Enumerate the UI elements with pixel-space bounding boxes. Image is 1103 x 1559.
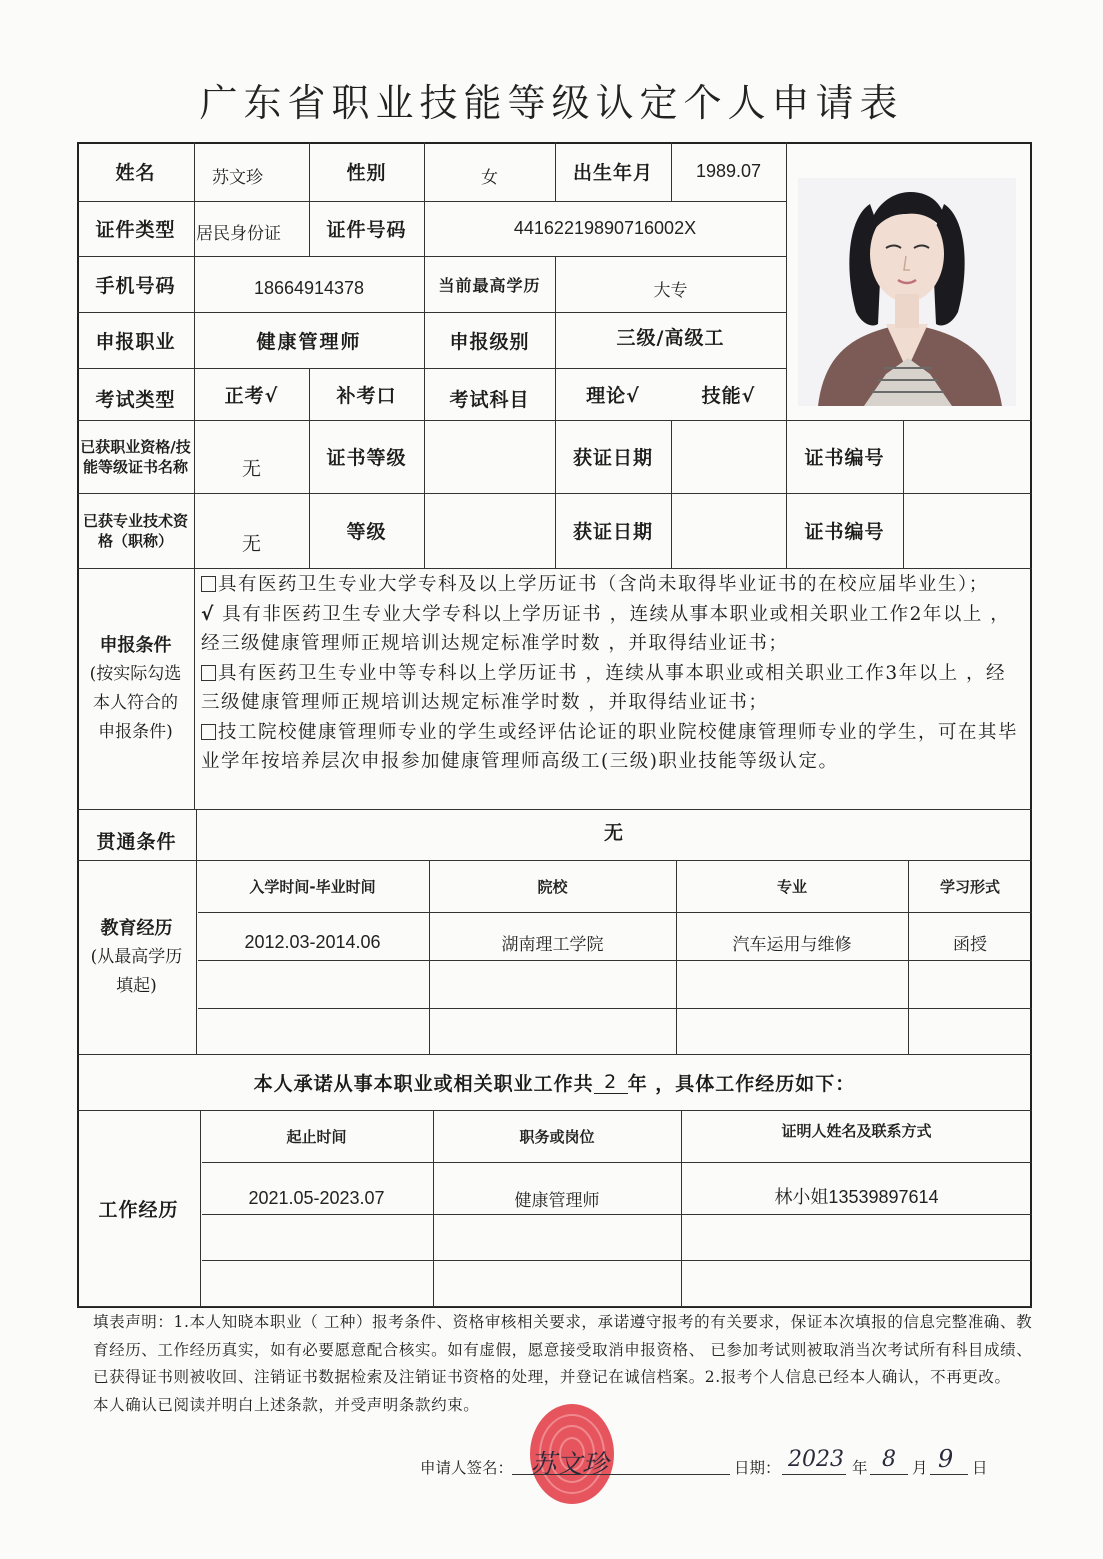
checkbox-icon[interactable] xyxy=(201,576,216,592)
title-cert-value[interactable]: 无 xyxy=(241,532,261,555)
day-unit: 日 xyxy=(972,1459,988,1477)
title-date-label: 获证日期 xyxy=(572,521,653,543)
exam-regular[interactable]: 正考√ xyxy=(224,384,279,407)
name-label: 姓名 xyxy=(115,162,156,184)
work-row1-period[interactable]: 2021.05-2023.07 xyxy=(248,1187,385,1208)
level-value[interactable]: 三级/高级工 xyxy=(616,326,725,349)
idno-label: 证件号码 xyxy=(326,219,407,241)
date-year[interactable]: 2023 xyxy=(788,1447,844,1472)
cert-date-label: 获证日期 xyxy=(572,447,653,469)
applicant-photo xyxy=(798,178,1016,406)
subject-skill[interactable]: 技能√ xyxy=(701,384,756,407)
conditions-label xyxy=(77,568,194,809)
edu-row1-period[interactable]: 2012.03-2014.06 xyxy=(244,931,381,952)
conditions-label-main: 申报条件 xyxy=(99,634,172,656)
form-title: 广东省职业技能等级认定个人申请表 xyxy=(199,81,904,125)
education-label xyxy=(77,860,196,1054)
edu-header-mode: 学习形式 xyxy=(939,877,1000,896)
declaration-confirm: 本人确认已阅读并明白上述条款，并受声明条款约束。 xyxy=(93,1395,480,1414)
work-years[interactable]: 2 xyxy=(594,1071,628,1094)
gender-value[interactable]: 女 xyxy=(481,168,498,188)
cert-qualification-label: 已获职业资格/技能等级证书名称 xyxy=(80,437,191,476)
idno-value[interactable]: 44162219890716002X xyxy=(513,218,697,238)
idtype-label: 证件类型 xyxy=(95,219,176,241)
cert-no-label: 证书编号 xyxy=(804,447,885,469)
work-header-reference: 证明人姓名及联系方式 xyxy=(781,1121,932,1140)
phone-label: 手机号码 xyxy=(95,274,176,297)
examtype-label: 考试类型 xyxy=(95,388,176,411)
title-cert-label: 已获专业技术资格（职称） xyxy=(82,511,188,550)
work-label: 工作经历 xyxy=(98,1198,179,1221)
level-label: 申报级别 xyxy=(449,330,530,353)
edu-header-school: 院校 xyxy=(537,877,568,896)
cert-grade-label: 证书等级 xyxy=(326,447,407,469)
date-month[interactable]: 8 xyxy=(882,1447,896,1472)
application-form xyxy=(77,142,1032,1308)
phone-value[interactable]: 18664914378 xyxy=(253,277,365,298)
cert-date-value[interactable] xyxy=(671,420,786,493)
signature-line xyxy=(420,1445,1020,1480)
condition-item[interactable]: 具有医药卫生专业大学专科及以上学历证书（含尚未取得毕业证书的在校应届毕业生）； xyxy=(201,570,1021,600)
conditions-list xyxy=(201,570,1021,777)
occupation-value[interactable]: 健康管理师 xyxy=(256,330,362,353)
name-value[interactable]: 苏文珍 xyxy=(212,168,263,188)
condition-item[interactable]: 具有医药卫生专业中等专科以上学历证书 ，连续从事本职业或相关职业工作3年以上 ，经三级健康管理师正规培训达规定标准学时数 ，并取得结业证书； xyxy=(201,662,1007,713)
through-label: 贯通条件 xyxy=(96,831,177,853)
cert-grade-value[interactable] xyxy=(424,420,555,493)
declaration-text: 填表声明：1.本人知晓本职业（ 工种）报考条件、资格审核相关要求，承诺遵守报考的有关要求，保证本次填报的信息完整准确、教育经历、工作经历真实，如有必要愿意配合核实。如有虚假，愿意接受取消申报资格、 已参加考试则被取消当次考试所有科目成绩、 已获得证书则被收回、注销证书数据检索及注销证书资格的处理，并登记在诚信档案。2.报考个人信息已经本人确认，不再更改。 xyxy=(93,1313,1033,1386)
gender-label: 性别 xyxy=(346,162,387,184)
edu-label: 当前最高学历 xyxy=(438,275,541,295)
edu-header-period: 入学时间-毕业时间 xyxy=(249,877,376,896)
subject-theory[interactable]: 理论√ xyxy=(586,384,640,407)
exam-makeup[interactable]: 补考口 xyxy=(336,384,397,407)
title-date-value[interactable] xyxy=(671,493,786,568)
occupation-label: 申报职业 xyxy=(95,330,176,353)
edu-row1-mode[interactable]: 函授 xyxy=(953,934,987,955)
checkmark-icon[interactable]: √ xyxy=(201,603,215,625)
title-grade-label: 等级 xyxy=(346,521,387,543)
year-unit: 年 xyxy=(852,1459,868,1477)
education-label-sub: (从最高学历填起) xyxy=(90,946,183,996)
month-unit: 月 xyxy=(912,1459,928,1477)
edu-header-major: 专业 xyxy=(776,877,807,896)
checkbox-icon[interactable] xyxy=(201,724,216,740)
subject-label: 考试科目 xyxy=(449,388,530,411)
applicant-photo-image xyxy=(798,178,1016,406)
work-promise: 本人承诺从事本职业或相关职业工作共 2 年 ，具体工作经历如下： xyxy=(253,1070,856,1095)
signature-handwriting[interactable]: 苏文珍 xyxy=(530,1450,609,1480)
conditions-label-sub: (按实际勾选本人符合的申报条件) xyxy=(89,663,182,742)
work-header-period: 起止时间 xyxy=(286,1127,347,1146)
condition-item[interactable]: √ 具有非医药卫生专业大学专科以上学历证书 ，连续从事本职业或相关职业工作2年以上 ，经三级健康管理师正规培训达规定标准学时数 ，并取得结业证书； xyxy=(201,603,1011,654)
title-no-value[interactable] xyxy=(903,493,1032,568)
title-grade-value[interactable] xyxy=(424,493,555,568)
work-row1-reference[interactable]: 林小姐13539897614 xyxy=(774,1187,939,1207)
edu-value[interactable]: 大专 xyxy=(653,280,688,301)
idtype-value[interactable]: 居民身份证 xyxy=(196,224,281,244)
edu-row1-major[interactable]: 汽车运用与维修 xyxy=(732,934,852,955)
signature-label: 申请人签名： xyxy=(420,1459,514,1477)
through-value[interactable]: 无 xyxy=(603,822,624,844)
work-header-position: 职务或岗位 xyxy=(519,1127,595,1146)
cert-qualification-value[interactable]: 无 xyxy=(241,458,261,480)
date-day[interactable]: 9 xyxy=(938,1445,954,1473)
checkbox-icon[interactable] xyxy=(201,665,216,681)
cert-no-value[interactable] xyxy=(903,420,1032,493)
birth-value[interactable]: 1989.07 xyxy=(695,161,762,181)
condition-item[interactable]: 技工院校健康管理师专业的学生或经评估论证的职业院校健康管理师专业的学生，可在其毕业学年按培养层次申报参加健康管理师高级工(三级)职业技能等级认定。 xyxy=(201,721,1019,772)
title-no-label: 证书编号 xyxy=(804,521,885,543)
education-label-main: 教育经历 xyxy=(100,917,173,939)
edu-row1-school[interactable]: 湖南理工学院 xyxy=(501,934,604,955)
work-row1-position[interactable]: 健康管理师 xyxy=(514,1190,600,1211)
birth-label: 出生年月 xyxy=(572,162,653,184)
date-label: 日期： xyxy=(734,1459,781,1477)
